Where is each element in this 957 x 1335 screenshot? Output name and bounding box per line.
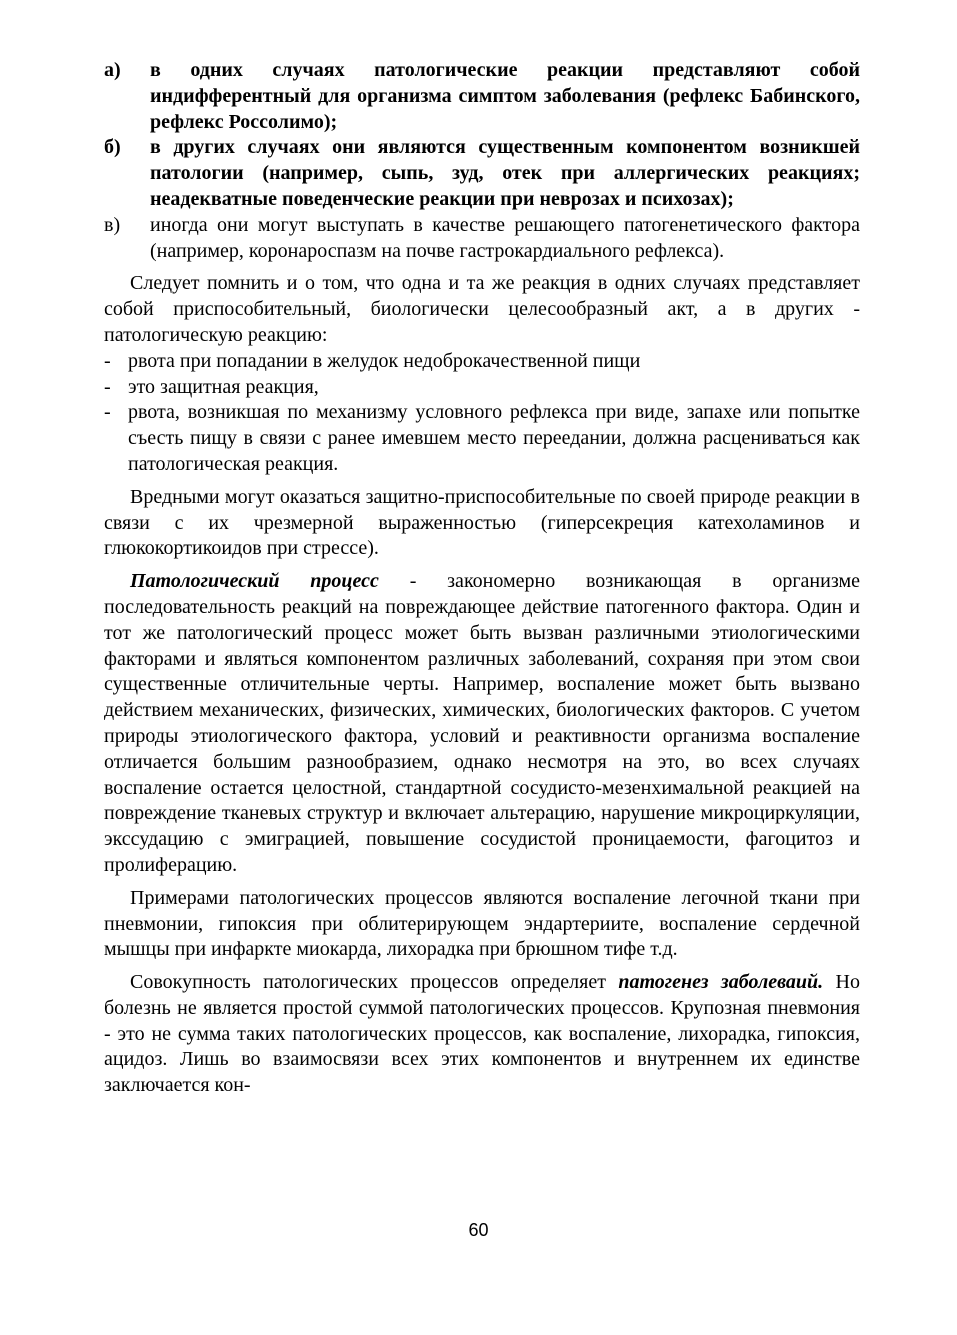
list-item-b xyxy=(104,135,860,212)
dash-item-text: рвота при попадании в желудок недоброкачественной пищи xyxy=(128,349,641,372)
dash-marker: - xyxy=(104,349,111,372)
dash-list-item xyxy=(104,400,860,477)
dash-marker: - xyxy=(104,401,111,424)
paragraph-reaction-note: Следует помнить и о том, что одна и та же реакция в одних случаях представляет собой приспособительный, биологически целесообразный акт, а в других - патологическую реакцию: xyxy=(104,272,860,346)
page-number: 60 xyxy=(468,1220,489,1240)
document-page xyxy=(104,58,860,1099)
paragraph-examples: Примерами патологических процессов являются воспаление легочной ткани при пневмонии, гипоксия при облитерирующем эндартериите, воспаление сердечной мышцы при инфаркте миокарда, лихорадка при брюшном тифе т.д. xyxy=(104,886,860,961)
dash-list-item xyxy=(104,375,860,401)
list-marker: а) xyxy=(104,59,121,81)
dash-list-item xyxy=(104,349,860,375)
list-item-text: в одних случаях патологические реакции представляют собой индифферентный для организма симптом заболевания (рефлекс Бабинского, рефлекс Россолимо); xyxy=(150,59,860,133)
dash-item-text: рвота, возникшая по механизму условного рефлекса при виде, запахе или попытке съесть пищу в связи с ранее имевшем место переедании, должна расцениваться как патологическая реакция. xyxy=(128,401,860,475)
paragraph-harmful-reactions: Вредными могут оказаться защитно-приспособительные по своей природе реакции в связи с их чрезмерной выраженностью (гиперсекреция катехоламинов и глюкокортикоидов при стрессе). xyxy=(104,485,860,560)
pathogenesis-text: Но болезнь не является простой суммой патологических процессов. Крупозная пневмония - это не сумма таких патологических процессов, как воспаление, лихорадка, гипоксия, ацидоз. Лишь во взаимосвязи всех этих компонентов и внутреннем их единстве заключается кон- xyxy=(104,971,860,1097)
definition-text: - закономерно возникающая в организме последовательность реакций на повреждающее действие патогенного фактора. Один и тот же патологический процесс может быть вызван различными этиологическими факторами и являться компонентом различных заболеваний, сохраняя при этом свои существенные отличительные черты. Например, воспаление может быть вызвано действием механических, физических, химических, биологических факторов. С учетом природы этиологического фактора, условий и реактивности организма воспаление отличается большим разнообразием, однако несмотря на это, во всех случаях воспаление остается целостной, стандартной сосудисто-мезенхимальной реакцией на повреждение тканевых структур и включает альтерацию, нарушение микроциркуляции, экссудацию с эмиграцией, повышение сосудистой проницаемости, фагоцитоз и пролиферацию. xyxy=(104,570,860,876)
term-pathogenesis: патогенез заболеваий. xyxy=(618,971,824,994)
list-marker: в) xyxy=(104,213,121,236)
list-marker: б) xyxy=(104,136,121,159)
paragraph-pathological-process xyxy=(104,569,860,879)
dash-item-text: это защитная реакция, xyxy=(128,375,319,398)
list-item-text: иногда они могут выступать в качестве решающего патогенетического фактора (например, коронароспазм на почве гастрокардиального рефлекса). xyxy=(150,213,860,262)
dash-marker: - xyxy=(104,375,111,398)
list-item-a xyxy=(104,58,860,135)
list-item-c xyxy=(104,213,860,265)
term-pathological-process: Патологический процесс xyxy=(130,570,379,593)
pathogenesis-intro: Совокупность патологических процессов определяет xyxy=(130,971,619,994)
list-item-text: в других случаях они являются существенным компонентом возникшей патологии (например, сыпь, зуд, отек при аллергических реакциях; неадекватные поведенческие реакции при неврозах и психозах); xyxy=(150,136,860,210)
paragraph-pathogenesis xyxy=(104,970,860,1099)
